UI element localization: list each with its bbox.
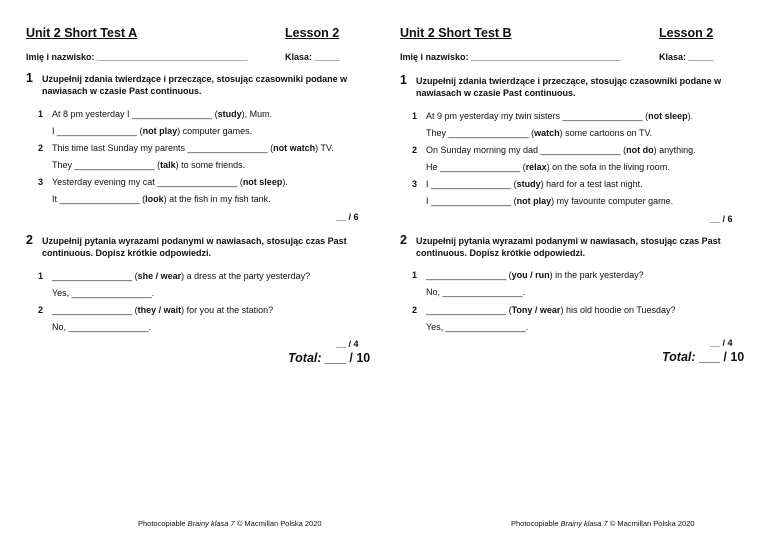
verb-hint: look — [145, 194, 164, 204]
item-number: 2 — [38, 143, 44, 153]
task-instruction: Uzupełnij zdania twierdzące i przeczące, stosując czasowniki podane w nawiasach w czasie Past continuous. — [416, 76, 722, 98]
task-number: 2 — [400, 233, 407, 247]
verb-hint: not watch — [273, 143, 316, 153]
verb-hint: not do — [626, 145, 654, 155]
test-b-task-2-score: __ / 4 — [710, 338, 733, 348]
test-a-task-1-score: __ / 6 — [336, 212, 359, 222]
verb-hint: talk — [160, 160, 176, 170]
verb-hint: they / wait — [137, 305, 182, 315]
item-number: 1 — [38, 271, 44, 281]
test-a-t2-item2-line1: 2 ________________ (they / wait) for you at the station? — [38, 305, 274, 315]
test-b-t1-item3-line1: 3 I ________________ (study) hard for a test last night. — [412, 179, 643, 189]
task-number: 1 — [26, 71, 33, 85]
item-number: 3 — [38, 177, 44, 187]
verb-hint: relax — [525, 162, 547, 172]
test-a-title: Unit 2 Short Test A — [26, 26, 138, 40]
item-number: 1 — [38, 109, 44, 119]
footer-right: Photocopiable Brainy klasa 7 © Macmillan Polska 2020 — [511, 519, 695, 528]
item-number: 2 — [38, 305, 44, 315]
task-instruction: Uzupełnij pytania wyrazami podanymi w nawiasach, stosując czas Past continuous. Dopisz krótkie odpowiedzi. — [42, 236, 347, 258]
test-b-column — [400, 0, 760, 543]
test-b-name-label: Imię i nazwisko: ______________________________ — [400, 52, 622, 62]
test-a-t1-item1-line1: 1 At 8 pm yesterday I ________________ (study), Mum. — [38, 109, 273, 119]
test-b-total — [662, 350, 744, 364]
test-b-lesson: Lesson 2 — [659, 26, 714, 40]
test-a-t1-item1-line2: I ________________ (not play) computer games. — [52, 126, 253, 136]
test-b-t2-item1-line1: 1 ________________ (you / run) in the park yesterday? — [412, 270, 644, 280]
test-a-student-row — [26, 52, 362, 62]
test-b-header — [400, 26, 736, 40]
test-a-column — [26, 0, 386, 543]
test-a-class-label: Klasa: _____ — [285, 52, 340, 62]
item-number: 1 — [412, 111, 418, 121]
total-value: ___ / 10 — [325, 351, 371, 365]
test-a-t2-item1-line2: Yes, ________________. — [52, 288, 155, 298]
test-b-t1-item3-line2: I ________________ (not play) my favourite computer game. — [426, 196, 674, 206]
verb-hint: not play — [516, 196, 552, 206]
task-instruction: Uzupełnij zdania twierdzące i przeczące, stosując czasowniki podane w nawiasach w czasie Past continuous. — [42, 74, 348, 96]
test-b-class-label: Klasa: _____ — [659, 52, 714, 62]
total-label: Total: — [662, 350, 696, 364]
test-a-t1-item3-line2: It ________________ (look) at the fish in my fish tank. — [52, 194, 271, 204]
test-a-lesson: Lesson 2 — [285, 26, 340, 40]
verb-hint: she / wear — [137, 271, 182, 281]
test-b-t2-item2-line1: 2 ________________ (Tony / wear) his old hoodie on Tuesday? — [412, 305, 676, 315]
verb-hint: watch — [534, 128, 560, 138]
footer-left: Photocopiable Brainy klasa 7 © Macmillan Polska 2020 — [138, 519, 322, 528]
verb-hint: not sleep — [648, 111, 688, 121]
test-a-t1-item2-line2: They ________________ (talk) to some friends. — [52, 160, 246, 170]
book-title: Brainy klasa 7 — [560, 519, 608, 528]
test-a-t2-item1-line1: 1 ________________ (she / wear) a dress at the party yesterday? — [38, 271, 311, 281]
test-b-t1-item1-line1: 1 At 9 pm yesterday my twin sisters ________________ (not sleep). — [412, 111, 694, 121]
test-a-t2-item2-line2: No, ________________. — [52, 322, 152, 332]
task-number: 2 — [26, 233, 33, 247]
verb-hint: study — [217, 109, 242, 119]
task-instruction: Uzupełnij pytania wyrazami podanymi w nawiasach, stosując czas Past continuous. Dopisz krótkie odpowiedzi. — [416, 236, 721, 258]
verb-hint: Tony / wear — [511, 305, 561, 315]
test-b-t2-item1-line2: No, ________________. — [426, 287, 526, 297]
book-title: Brainy klasa 7 — [187, 519, 235, 528]
test-a-name-label: Imię i nazwisko: ______________________________ — [26, 52, 248, 62]
test-b-t1-item2-line2: He ________________ (relax) on the sofa in the living room. — [426, 162, 670, 172]
test-b-t2-item2-line2: Yes, ________________. — [426, 322, 529, 332]
total-value: ___ / 10 — [699, 350, 745, 364]
item-number: 2 — [412, 145, 418, 155]
test-a-header — [26, 26, 362, 40]
test-b-task-1-score: __ / 6 — [710, 214, 733, 224]
item-number: 1 — [412, 270, 418, 280]
test-b-t1-item2-line1: 2 On Sunday morning my dad ________________ (not do) anything. — [412, 145, 696, 155]
verb-hint: study — [516, 179, 541, 189]
test-a-t1-item3-line1: 3 Yesterday evening my cat ________________ (not sleep). — [38, 177, 288, 187]
verb-hint: you / run — [511, 270, 550, 280]
test-a-task-2-score: __ / 4 — [336, 339, 359, 349]
verb-hint: not sleep — [242, 177, 283, 187]
test-b-title: Unit 2 Short Test B — [400, 26, 512, 40]
total-label: Total: — [288, 351, 322, 365]
test-a-total — [288, 351, 370, 365]
test-b-student-row — [400, 52, 736, 62]
verb-hint: not play — [142, 126, 178, 136]
test-a-t1-item2-line1: 2 This time last Sunday my parents ________________ (not watch) TV. — [38, 143, 334, 153]
item-number: 3 — [412, 179, 418, 189]
item-number: 2 — [412, 305, 418, 315]
test-b-t1-item1-line2: They ________________ (watch) some cartoons on TV. — [426, 128, 653, 138]
task-number: 1 — [400, 73, 407, 87]
